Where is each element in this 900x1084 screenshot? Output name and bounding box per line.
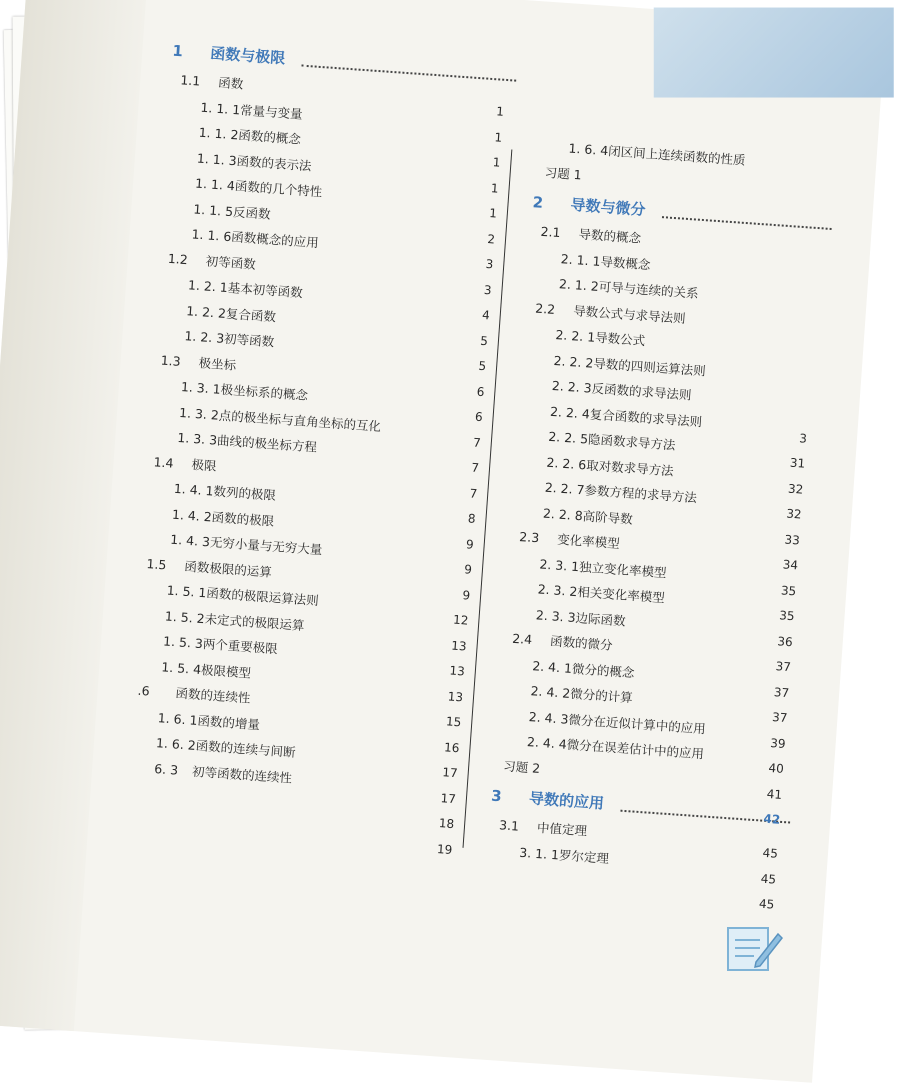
toc-page-number: 42 — [763, 811, 781, 827]
toc-entry-number: 2.2 — [534, 300, 556, 317]
toc-page-number: 9 — [462, 587, 471, 603]
toc-page-number: 3 — [483, 282, 492, 297]
toc-entry-title: 反函数 — [232, 203, 272, 222]
toc-entry-title: 函数的表示法 — [236, 152, 313, 174]
toc-entry-number: 1. 6. 2 — [155, 735, 197, 753]
toc-entry-number: 1. 4. 1 — [173, 480, 215, 499]
toc-entry-title: 函数的极限 — [211, 508, 275, 529]
toc-page-number: 41 — [766, 786, 783, 802]
toc-entry-number: 2. 4. 4 — [526, 734, 568, 752]
toc-page-number: 35 — [780, 582, 797, 598]
toc-entry-title: 习题 2 — [502, 757, 541, 776]
toc-page-number: 39 — [769, 735, 787, 751]
toc-entry-title: 初等函数 — [223, 330, 275, 350]
toc-entry-title: 函数的连续性 — [175, 685, 251, 706]
toc-entry-label — [160, 350, 237, 373]
toc-page-number: 5 — [478, 358, 487, 374]
toc-entry-number: 2. 2. 6 — [546, 454, 587, 472]
toc-entry-title: 函数 — [217, 74, 244, 92]
toc-entry-number: 2. 4. 1 — [531, 657, 573, 676]
toc-entry-number: 2. 4. 2 — [530, 683, 571, 701]
toc-entry-number: 1. 1. 6 — [191, 226, 232, 245]
toc-entry-label — [568, 138, 746, 168]
toc-entry-number: 2. 1. 2 — [558, 276, 600, 294]
toc-entry-number: 1. 1. 5 — [192, 200, 234, 219]
toc-entry-title: 基本初等函数 — [227, 280, 304, 301]
toc-page-number: 1 — [488, 206, 498, 221]
toc-entry-number: 1. 4. 3 — [169, 531, 211, 550]
toc-page-number: 3 — [798, 430, 808, 446]
toc-page-number: 2 — [486, 231, 496, 247]
toc-entry-label — [491, 785, 605, 814]
page-gutter — [0, 0, 148, 1031]
toc-page-number: 37 — [775, 659, 792, 675]
toc-entry-number: 2. 4. 3 — [528, 708, 570, 727]
toc-entry-title: 极限模型 — [200, 661, 252, 681]
toc-page-number: 16 — [443, 739, 460, 755]
toc-entry-title: 相关变化率模型 — [576, 584, 666, 606]
toc-page-number: 34 — [782, 557, 799, 573]
toc-entry-title: 函数的增量 — [197, 712, 261, 732]
toc-entry-number: 1. 6. 1 — [157, 709, 199, 728]
toc-entry-number: 1. 3. 1 — [180, 379, 222, 397]
toc-entry-title: 曲线的极坐标方程 — [216, 432, 318, 455]
toc-entry-title: 导数的概念 — [578, 226, 642, 246]
toc-entry-number: 2. 3. 1 — [539, 555, 580, 574]
toc-entry-number: 2. 3. 2 — [537, 581, 578, 600]
toc-page-number: 7 — [470, 460, 480, 475]
toc-entry-number: 2. 2. 4 — [549, 403, 591, 422]
toc-entry-title: 变化率模型 — [556, 531, 621, 551]
toc-page-number: 13 — [447, 688, 464, 704]
toc-page-number: 32 — [785, 506, 803, 522]
toc-entry-number: 2.1 — [540, 223, 562, 241]
toc-entry-title: 数列的极限 — [213, 483, 277, 503]
toc-page-number: 36 — [776, 633, 794, 649]
toc-page-number: 45 — [760, 871, 777, 887]
toc-page-number: 5 — [479, 333, 489, 348]
toc-page-number: 6 — [476, 384, 485, 399]
toc-page-number: 6 — [474, 409, 484, 425]
toc-entry-number: 1. 5. 2 — [164, 607, 206, 626]
toc-entry-number: 1. 3. 3 — [176, 429, 218, 448]
toc-entry-number: 1.5 — [146, 555, 167, 572]
toc-entry-title: 函数的微分 — [549, 633, 614, 653]
toc-page-number: 4 — [481, 307, 491, 323]
toc-entry-number: 2. 2. 8 — [542, 505, 584, 523]
toc-entry-number: 1. 1. 1 — [200, 99, 241, 117]
toc-entry-title: 导数公式与求导法则 — [572, 302, 687, 326]
toc-entry-number: 1. 1. 2 — [198, 124, 239, 143]
toc-page-number: 1 — [492, 155, 501, 170]
toc-entry-title: 边际函数 — [575, 609, 627, 629]
toc-page-number: 7 — [472, 435, 482, 450]
toc-entry-number: 3 — [490, 786, 503, 806]
toc-entry-title: 参数方程的求导方法 — [584, 482, 698, 506]
toc-entry-label — [172, 40, 286, 69]
toc-entry-title: 取对数求导方法 — [585, 456, 675, 479]
toc-entry-title: 可导与连续的关系 — [598, 278, 700, 301]
toc-page-number: 17 — [441, 765, 459, 781]
toc-entry-title: 导数与微分 — [570, 195, 647, 219]
toc-entry-title: 极限 — [191, 456, 218, 474]
toc-entry-title: 独立变化率模型 — [578, 558, 668, 580]
toc-page-number: 3 — [485, 256, 494, 272]
toc-entry-number: 3. 1. 1 — [518, 844, 560, 862]
toc-page-number: 15 — [445, 714, 462, 730]
toc-page-number: 37 — [771, 710, 788, 726]
toc-entry-number: 2 — [532, 193, 544, 212]
toc-column-right — [485, 136, 827, 911]
toc-page-number: 37 — [773, 684, 790, 700]
toc-page-number: 8 — [467, 511, 476, 526]
toc-entry-number: 1. 5. 4 — [160, 658, 202, 677]
toc-entry-title: 函数极限的运算 — [183, 558, 273, 580]
toc-entry-title: 导数的四则运算法则 — [592, 355, 707, 379]
toc-entry-title: 函数的概念 — [237, 127, 302, 147]
toc-entry-title: 微分在误差估计中的应用 — [566, 736, 705, 762]
toc-entry-label — [180, 70, 244, 92]
toc-entry-number: 1.1 — [179, 72, 201, 89]
blue-corner — [654, 8, 894, 98]
toc-entry-title: 未定式的极限运算 — [204, 610, 305, 633]
toc-entry-number: 1. 4. 2 — [171, 506, 213, 524]
dotted-leader — [662, 216, 832, 230]
toc-entry-title: 函数的连续与间断 — [195, 737, 297, 760]
dotted-leader — [302, 65, 517, 82]
toc-entry-number: 1. 2. 2 — [185, 302, 227, 321]
toc-entry-number: 2. 2. 7 — [544, 479, 586, 498]
toc-entry-label — [532, 191, 646, 220]
toc-entry-title: 无穷小量与无穷大量 — [209, 534, 323, 558]
toc-page-number: 1 — [494, 129, 503, 145]
toc-entry-title: 罗尔定理 — [558, 847, 610, 866]
toc-entry-number: 1. 2. 1 — [187, 277, 229, 295]
book-photo — [30, 24, 808, 1006]
toc-entry-title: 常量与变量 — [239, 101, 304, 122]
toc-entry-title: 闭区间上连续函数的性质 — [607, 143, 746, 168]
toc-page-number: 1 — [495, 104, 505, 119]
toc-entry-number: 1. 1. 4 — [194, 175, 236, 194]
toc-entry-label — [544, 162, 582, 183]
toc-entry-number: 1. 5. 3 — [162, 633, 204, 652]
toc-entry-title: 极坐标系的概念 — [220, 381, 309, 403]
toc-entry-number: 2. 1. 1 — [560, 250, 602, 269]
toc-entry-label — [503, 756, 541, 777]
toc-entry-number: 1. 3. 2 — [178, 404, 220, 423]
toc-entry-number: 1. 6. 4 — [568, 140, 609, 159]
toc-entry-number: 2. 2. 2 — [553, 352, 594, 371]
toc-entry-title: 习题 1 — [544, 164, 583, 182]
toc-entry-title: 函数的极限运算法则 — [205, 585, 320, 609]
toc-page-number: 9 — [465, 536, 475, 552]
toc-page-number: 18 — [438, 816, 455, 832]
toc-entry-number: 6. 3 — [153, 760, 179, 778]
toc-entry-title: 点的极坐标与直角坐标的互化 — [218, 407, 382, 434]
toc-entry-title: 函数的几个特性 — [234, 178, 323, 200]
toc-page-number: 33 — [784, 531, 801, 548]
toc-entry-number: .6 — [137, 682, 151, 699]
toc-entry-title: 导数公式 — [594, 329, 646, 349]
toc-entry-title: 高阶导数 — [582, 507, 634, 527]
toc-entry-number: 1.2 — [167, 250, 189, 267]
toc-page-number: 40 — [768, 760, 785, 776]
toc-entry-number: 2. 3. 3 — [535, 606, 577, 625]
toc-entry-number: 1.3 — [160, 352, 182, 369]
toc-entry-number: 1. 2. 3 — [184, 328, 225, 346]
toc-entry-title: 导数概念 — [600, 253, 651, 272]
toc-entry-label — [153, 452, 217, 474]
toc-entry-number: 2.4 — [511, 630, 533, 648]
toc-page-number: 9 — [463, 562, 473, 577]
toc-entry-title: 中值定理 — [536, 819, 588, 839]
toc-entry-title: 隐函数求导方法 — [587, 431, 676, 453]
toc-entry-title: 反函数的求导法则 — [591, 380, 692, 403]
toc-page-number: 17 — [440, 790, 457, 806]
toc-page-number: 32 — [787, 481, 804, 497]
toc-entry-number: 1.4 — [153, 453, 175, 471]
toc-page-number: 12 — [452, 612, 469, 628]
toc-page-number: 45 — [758, 896, 775, 912]
toc-entry-number: 1. 5. 1 — [166, 582, 207, 601]
toc-entry-title: 两个重要极限 — [202, 636, 279, 657]
toc-entry-number: 3.1 — [498, 817, 520, 834]
toc-page-number: 35 — [778, 608, 795, 624]
toc-entry-number: 1. 1. 3 — [196, 150, 238, 168]
toc-page-number: 45 — [762, 845, 779, 861]
toc-entry-title: 复合函数 — [225, 305, 277, 324]
toc-page-number: 1 — [490, 180, 500, 196]
toc-entry-title: 导数的应用 — [528, 789, 605, 813]
toc-page-number: 13 — [449, 663, 466, 679]
toc-entry-number: 2. 2. 3 — [551, 377, 593, 396]
toc-entry-title: 函数概念的应用 — [230, 229, 320, 251]
toc-entry-title: 微分在近似计算中的应用 — [568, 711, 707, 736]
toc-entry-title: 极坐标 — [198, 354, 237, 373]
toc-entry-number: 2. 2. 1 — [555, 327, 596, 345]
toc-entry-number: 2.3 — [518, 528, 540, 546]
toc-column-left — [118, 36, 508, 856]
toc-entry-title: 微分的计算 — [569, 685, 634, 706]
toc-entry-title: 初等函数的连续性 — [191, 763, 293, 786]
toc-page-number: 13 — [450, 637, 468, 654]
toc-page-number: 31 — [789, 455, 806, 471]
toc-entry-title: 初等函数 — [205, 252, 257, 272]
notepad-pencil-icon — [726, 922, 784, 974]
toc-entry-title: 函数与极限 — [209, 44, 286, 68]
toc-page-number: 7 — [469, 485, 478, 501]
toc-entry-title: 复合函数的求导法则 — [589, 406, 703, 429]
toc-entry-title: 微分的概念 — [571, 660, 635, 680]
toc-page-number: 19 — [436, 841, 453, 857]
toc-entry-number: 2. 2. 5 — [547, 428, 589, 447]
toc-entry-number: 1 — [171, 41, 184, 61]
